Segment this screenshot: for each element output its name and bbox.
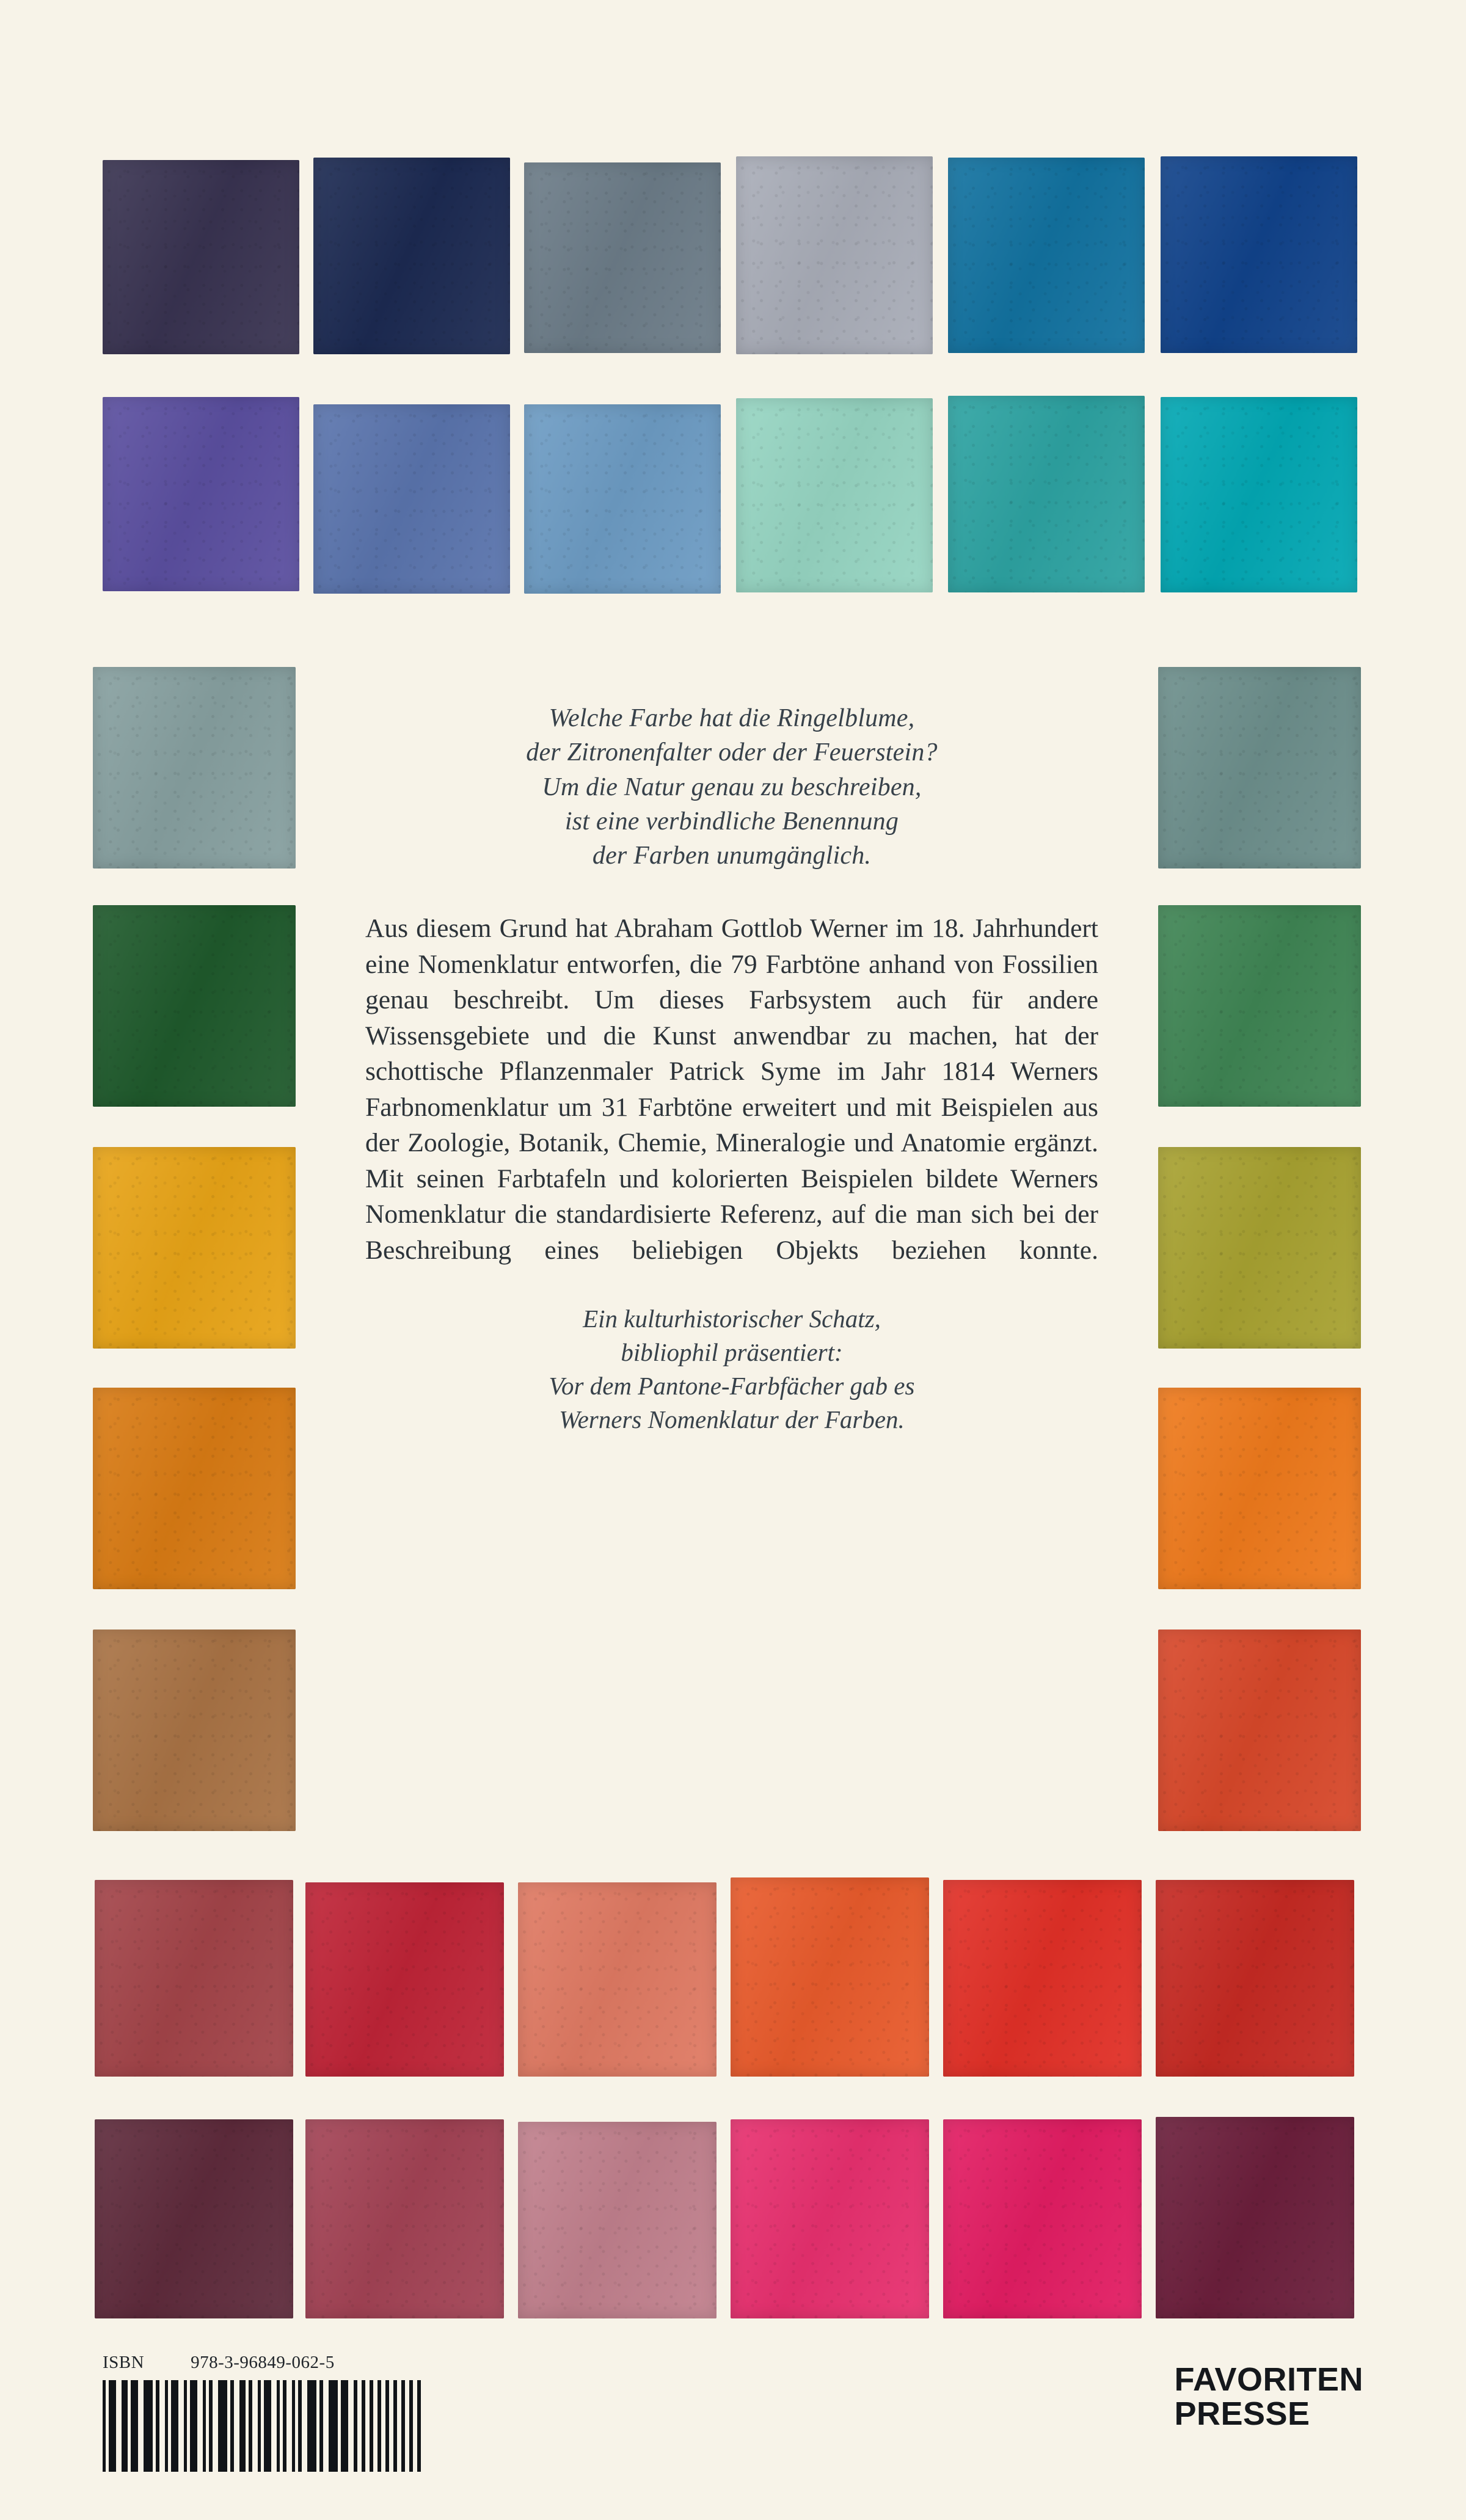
isbn-block (103, 2353, 425, 2472)
outro-line: bibliophil präsentiert: (621, 1338, 843, 1367)
intro-line: der Farben unumgänglich. (592, 842, 872, 870)
color-swatch (305, 2119, 504, 2318)
color-swatch (103, 160, 299, 354)
intro-line: Um die Natur genau zu beschreiben, (542, 773, 922, 801)
color-swatch (1158, 1147, 1361, 1349)
color-swatch (731, 1877, 929, 2077)
outro-line: Vor dem Pantone-Farbfächer gab es (549, 1372, 915, 1400)
color-swatch (736, 156, 933, 354)
color-swatch (518, 1882, 717, 2077)
color-swatch (305, 1882, 504, 2077)
color-swatch (103, 397, 299, 591)
color-swatch (1158, 1388, 1361, 1589)
color-swatch (736, 398, 933, 592)
color-swatch (943, 1880, 1142, 2077)
color-swatch (943, 2119, 1142, 2318)
color-swatch (524, 162, 721, 353)
outro-paragraph (365, 1302, 1098, 1437)
color-swatch (524, 404, 721, 594)
publisher-line-1: FAVORITEN (1174, 2361, 1363, 2398)
intro-line: ist eine verbindliche Benennung (564, 807, 899, 836)
color-swatch (1156, 1880, 1354, 2077)
isbn-line (103, 2353, 425, 2373)
publisher-logo (1174, 2362, 1363, 2431)
color-swatch (313, 158, 510, 354)
outro-line: Werners Nomenklatur der Farben. (559, 1405, 905, 1434)
color-swatch (93, 667, 296, 869)
color-swatch (95, 1880, 293, 2077)
color-swatch (731, 2119, 929, 2318)
color-swatch (93, 905, 296, 1107)
color-swatch (1156, 2117, 1354, 2318)
color-swatch (948, 396, 1145, 592)
isbn-number: 978-3-96849-062-5 (191, 2353, 335, 2372)
intro-paragraph (365, 701, 1098, 873)
intro-line: der Zitronenfalter oder der Feuerstein? (526, 738, 938, 767)
color-swatch (1161, 156, 1357, 353)
cover-text-column (365, 701, 1098, 1437)
color-swatch (93, 1630, 296, 1831)
color-swatch (1161, 397, 1357, 592)
color-swatch (1158, 1630, 1361, 1831)
color-swatch (948, 158, 1145, 353)
outro-line: Ein kulturhistorischer Schatz, (583, 1305, 881, 1333)
body-paragraph: Aus diesem Grund hat Abraham Gottlob Werner im 18. Jahrhundert eine Nomenklatur entworfen, die 79 Farbtöne anhand von Fossilien genau beschreibt. Um dieses Farbsystem auch für andere Wissensgebiete und die Kunst anwendbar zu machen, hat der schottische Pflanzenmaler Patrick Syme im Jahr 1814 Werners Farbnomenklatur um 31 Farbtöne erweitert und mit Beispielen aus der Zoologie, Botanik, Chemie, Mineralogie und Anatomie ergänzt. Mit seinen Farbtafeln und kolorierten Beispielen bildete Werners Nomenklatur die standardisierte Referenz, auf die man sich bei der Beschreibung eines beliebigen Objekts beziehen konnte. (365, 914, 1098, 1265)
isbn-label: ISBN (103, 2353, 145, 2372)
color-swatch (93, 1147, 296, 1349)
color-swatch (518, 2122, 717, 2318)
color-swatch (313, 404, 510, 594)
isbn-barcode (103, 2380, 425, 2472)
color-swatch (1158, 667, 1361, 869)
publisher-line-2: PRESSE (1174, 2395, 1310, 2433)
color-swatch (1158, 905, 1361, 1107)
color-swatch (95, 2119, 293, 2318)
color-swatch (93, 1388, 296, 1589)
intro-line: Welche Farbe hat die Ringelblume, (549, 704, 915, 732)
